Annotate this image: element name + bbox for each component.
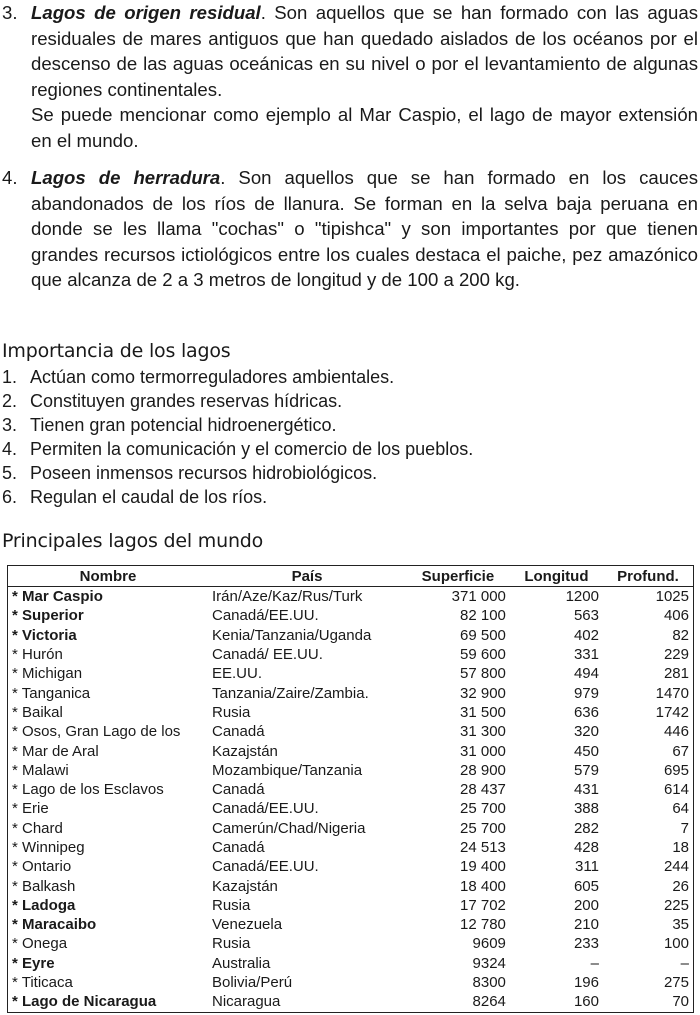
- lake-country-cell: Canadá: [212, 781, 265, 799]
- lake-area-cell: 59 600: [460, 646, 506, 664]
- lake-country-cell: Kenia/Tanzania/Uganda: [212, 626, 372, 644]
- lake-area-cell: 19 400: [460, 858, 506, 876]
- lake-length-cell: 450: [573, 742, 599, 760]
- item-body: [31, 165, 698, 293]
- lake-area-cell: 28 437: [460, 781, 506, 799]
- lake-length-cell: 979: [573, 684, 599, 702]
- table-row: [8, 934, 694, 953]
- lake-length-cell: 494: [573, 665, 599, 683]
- table-row: [8, 973, 694, 992]
- lake-length-cell: 388: [573, 800, 599, 818]
- lake-country-cell: Irán/Aze/Kaz/Rus/Turk: [212, 588, 363, 606]
- lake-depth-cell: 82: [672, 626, 689, 644]
- lake-length-cell: 200: [573, 896, 599, 914]
- lake-depth-cell: 35: [672, 916, 689, 934]
- importance-heading: Importancia de los lagos: [2, 340, 231, 362]
- lake-country-cell: EE.UU.: [212, 665, 263, 683]
- lake-name-cell: * Ladoga: [12, 896, 76, 914]
- lake-depth-cell: 225: [663, 896, 689, 914]
- table-row: [8, 626, 694, 645]
- lake-length-cell: 605: [573, 877, 599, 895]
- table-row: [8, 780, 694, 799]
- lake-name-cell: * Titicaca: [12, 974, 73, 992]
- lake-depth-cell: 100: [663, 935, 689, 953]
- lake-depth-cell: 281: [663, 665, 689, 683]
- lake-name-cell: * Mar de Aral: [12, 742, 99, 760]
- lake-name-cell: * Michigan: [12, 665, 83, 683]
- table-row: [8, 876, 694, 895]
- lake-country-cell: Canadá/ EE.UU.: [212, 646, 323, 664]
- lake-country-cell: Australia: [212, 954, 271, 972]
- lake-length-cell: –: [590, 954, 599, 972]
- list-item: 6. Regulan el caudal de los ríos.: [2, 487, 268, 507]
- table-row: [8, 915, 694, 934]
- lake-depth-cell: 67: [672, 742, 689, 760]
- lake-length-cell: 428: [573, 839, 599, 856]
- lake-name-cell: * Onega: [12, 935, 68, 953]
- lake-country-cell: Nicaragua: [212, 993, 281, 1011]
- lake-name-cell: * Osos, Gran Lago de los: [12, 723, 181, 741]
- header-area: Superficie: [406, 566, 510, 587]
- table-row: [8, 838, 694, 857]
- lake-name-cell: * Winnipeg: [12, 839, 85, 856]
- lake-depth-cell: 70: [672, 993, 689, 1011]
- table-body: [8, 587, 694, 1013]
- lake-length-cell: 282: [573, 819, 599, 837]
- header-length: Longitud: [510, 566, 603, 587]
- lake-name-cell: * Eyre: [12, 954, 55, 972]
- lake-country-cell: Kazajstán: [212, 742, 278, 760]
- lake-depth-cell: 695: [663, 761, 689, 779]
- item-term: Lagos de herradura: [31, 167, 221, 188]
- lake-area-cell: 24 513: [460, 839, 506, 856]
- lake-country-cell: Rusia: [212, 703, 251, 721]
- lake-depth-cell: 1025: [655, 588, 689, 606]
- lake-depth-cell: –: [680, 954, 689, 972]
- table-row: [8, 664, 694, 683]
- item-text: . Son aquellos que se han formado en los cauces abandonados de los ríos de llanura. Se forman en la selva baja peruana en donde se les llama "cochas" o "tipishca" y son importantes por que tienen grandes recursos ictiológicos entre los cuales destaca el paiche, pez amazónico que alcanza de 2 a 3 metros de longitud y de 100 a 200 kg.: [31, 167, 699, 290]
- lake-area-cell: 31 500: [460, 703, 506, 721]
- lake-name-cell: * Victoria: [12, 626, 77, 644]
- lake-length-cell: 431: [573, 781, 599, 799]
- lake-depth-cell: 446: [663, 723, 689, 741]
- item-extra: Se puede mencionar como ejemplo al Mar Caspio, el lago de mayor extensión en el mundo.: [31, 104, 698, 151]
- header-depth: Profund.: [603, 566, 694, 587]
- lake-length-cell: 160: [573, 993, 599, 1011]
- table-row: [8, 741, 694, 760]
- list-item: 4. Permiten la comunicación y el comercio de los pueblos.: [2, 439, 474, 459]
- lake-area-cell: 69 500: [460, 626, 506, 644]
- lake-name-cell: * Hurón: [12, 646, 63, 664]
- item-body: [31, 0, 698, 153]
- lake-area-cell: 8300: [472, 974, 506, 992]
- lake-depth-cell: 64: [672, 800, 689, 818]
- table-row: [8, 722, 694, 741]
- lake-depth-cell: 406: [663, 607, 689, 625]
- lake-area-cell: 31 000: [460, 742, 506, 760]
- lake-name-cell: * Baikal: [12, 703, 63, 721]
- lake-country-cell: Rusia: [212, 896, 251, 914]
- lake-length-cell: 636: [573, 703, 599, 721]
- lake-depth-cell: 244: [663, 858, 689, 876]
- table-row: [8, 683, 694, 702]
- table-row: [8, 857, 694, 876]
- header-country: País: [208, 566, 406, 587]
- lake-area-cell: 28 900: [460, 761, 506, 779]
- lake-length-cell: 563: [573, 607, 599, 625]
- list-item: 5. Poseen inmensos recursos hidrobiológicos.: [2, 463, 378, 483]
- lake-country-cell: Canadá/EE.UU.: [212, 858, 319, 876]
- lakes-table: [7, 565, 694, 1013]
- item-number: 3.: [2, 2, 18, 23]
- table-row: [8, 703, 694, 722]
- table-row: [8, 896, 694, 915]
- lake-area-cell: 82 100: [460, 607, 506, 625]
- table-row: [8, 819, 694, 838]
- lake-length-cell: 320: [573, 723, 599, 741]
- lake-length-cell: 331: [573, 646, 599, 664]
- lake-name-cell: * Ontario: [12, 858, 72, 876]
- lake-country-cell: Camerún/Chad/Nigeria: [212, 819, 366, 837]
- lake-area-cell: 371 000: [451, 588, 506, 606]
- lake-country-cell: Mozambique/Tanzania: [212, 761, 363, 779]
- lake-length-cell: 210: [573, 916, 599, 934]
- lake-depth-cell: 275: [663, 974, 689, 992]
- table-row: [8, 954, 694, 973]
- lake-length-cell: 233: [573, 935, 599, 953]
- table-row: [8, 799, 694, 818]
- lake-name-cell: * Mar Caspio: [12, 588, 103, 606]
- lake-length-cell: 311: [575, 858, 599, 876]
- table-header-row: [8, 566, 694, 587]
- lake-country-cell: Canadá: [212, 723, 265, 741]
- lake-area-cell: 17 702: [460, 896, 506, 914]
- item-term: Lagos de origen residual: [31, 2, 261, 23]
- lake-country-cell: Canadá/EE.UU.: [212, 607, 319, 625]
- table-row: [8, 606, 694, 625]
- lake-area-cell: 25 700: [460, 819, 506, 837]
- lakes-table-heading: Principales lagos del mundo: [2, 530, 264, 552]
- lake-depth-cell: 18: [672, 839, 689, 856]
- table-row: [8, 761, 694, 780]
- lake-name-cell: * Lago de Nicaragua: [12, 993, 157, 1011]
- lake-name-cell: * Lago de los Esclavos: [12, 781, 164, 799]
- lake-depth-cell: 7: [680, 819, 689, 837]
- lake-name-cell: * Chard: [12, 819, 63, 837]
- lake-country-cell: Tanzania/Zaire/Zambia.: [212, 684, 369, 702]
- lake-type-item-3: [2, 0, 698, 153]
- table-row: [8, 645, 694, 664]
- lake-name-cell: * Superior: [12, 607, 84, 625]
- item-text: . Son aquellos que se han formado con las aguas residuales de mares antiguos que han quedado aislados de los océanos por el descenso de las aguas oceánicas en su nivel o por el levantamiento de algunas regiones continentales.: [31, 2, 699, 100]
- table-row: [8, 587, 694, 607]
- list-item: 1. Actúan como termorreguladores ambientales.: [2, 367, 395, 387]
- lake-country-cell: Canadá: [212, 839, 265, 856]
- lake-name-cell: * Balkash: [12, 877, 76, 895]
- lake-depth-cell: 229: [663, 646, 689, 664]
- lake-name-cell: * Maracaibo: [12, 916, 97, 934]
- lake-depth-cell: 1742: [655, 703, 689, 721]
- lake-area-cell: 8264: [472, 993, 506, 1011]
- lake-depth-cell: 1470: [655, 684, 689, 702]
- importance-list: [2, 365, 682, 509]
- lake-length-cell: 579: [573, 761, 599, 779]
- list-item: 2. Constituyen grandes reservas hídricas.: [2, 391, 343, 411]
- list-item: 3. Tienen gran potencial hidroenergético.: [2, 415, 337, 435]
- table-row: [8, 992, 694, 1012]
- lake-area-cell: 57 800: [460, 665, 506, 683]
- lake-name-cell: * Erie: [12, 800, 49, 818]
- lake-area-cell: 32 900: [460, 684, 506, 702]
- lake-depth-cell: 26: [672, 877, 689, 895]
- lake-area-cell: 31 300: [460, 723, 506, 741]
- lake-country-cell: Kazajstán: [212, 877, 278, 895]
- header-name: Nombre: [8, 566, 209, 587]
- lake-area-cell: 18 400: [460, 877, 506, 895]
- lake-area-cell: 9324: [472, 954, 506, 972]
- lake-area-cell: 12 780: [460, 916, 506, 934]
- lake-length-cell: 196: [573, 974, 599, 992]
- lake-name-cell: * Malawi: [12, 761, 69, 779]
- lake-area-cell: 9609: [472, 935, 506, 953]
- lake-length-cell: 402: [573, 626, 599, 644]
- lake-name-cell: * Tanganica: [12, 684, 91, 702]
- lake-length-cell: 1200: [565, 588, 599, 606]
- lake-area-cell: 25 700: [460, 800, 506, 818]
- lake-country-cell: Bolivia/Perú: [212, 974, 293, 992]
- lake-country-cell: Venezuela: [212, 916, 283, 934]
- lake-country-cell: Rusia: [212, 935, 251, 953]
- lake-type-item-4: [2, 165, 698, 293]
- lake-depth-cell: 614: [663, 781, 689, 799]
- item-number: 4.: [2, 167, 18, 188]
- lake-country-cell: Canadá/EE.UU.: [212, 800, 319, 818]
